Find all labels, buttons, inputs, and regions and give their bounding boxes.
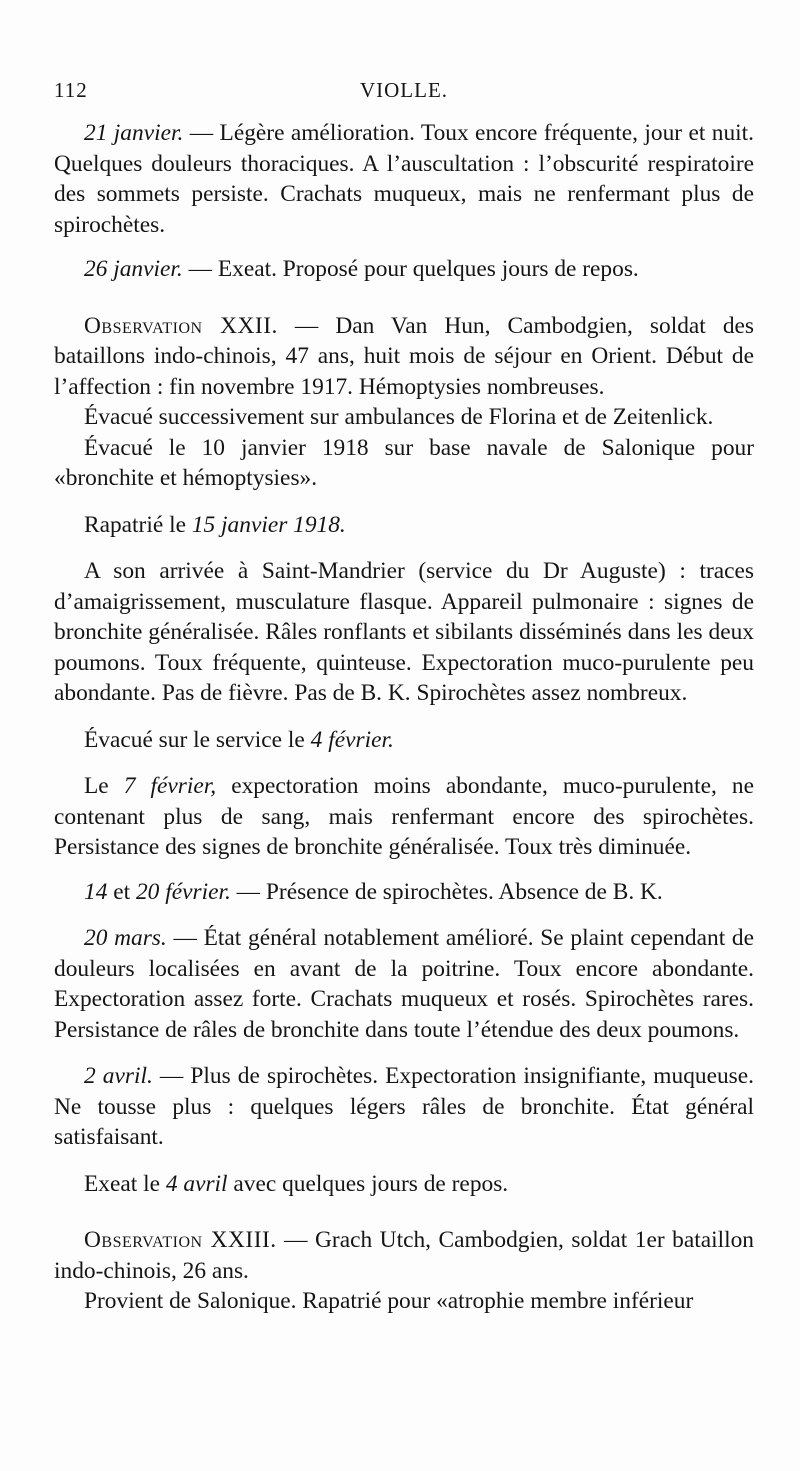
- date-label: 2 avril.: [84, 1063, 153, 1089]
- date-label: 4 avril: [165, 1170, 228, 1197]
- paragraph-text: — Plus de spirochètes. Expectoration insignifiante, muqueuse. Ne tousse plus : quelques légers râles de bronchite. État général satisfaisant.: [54, 1063, 754, 1150]
- paragraph-text: — État général notablement amélioré. Se plaint cependant de douleurs localisées en avant de la poitrine. Toux encore abondante. Expectoration assez forte. Crachats muqueux et rosés. Spirochètes rares. Persistance de râles de bronchite dans toute l’étendue des deux poumons.: [54, 925, 754, 1043]
- paragraph-text: — Présence de spirochètes. Absence de B. K.: [230, 878, 663, 905]
- paragraph-text: Évacué successivement sur ambulances de Florina et de Zeitenlick.: [84, 404, 714, 430]
- paragraph-lead: Rapatrié le: [84, 511, 192, 538]
- paragraph-text: — Exeat. Proposé pour quelques jours de repos.: [182, 256, 639, 282]
- paragraph-14-20-fevrier: [54, 877, 754, 908]
- date-label: 7 février,: [123, 773, 217, 799]
- paragraph-evacue-florina: [54, 402, 754, 433]
- paragraph-21-janvier: [54, 118, 754, 240]
- date-label-second: 20 février.: [135, 878, 231, 905]
- date-label: 4 février.: [310, 726, 394, 753]
- paragraph-provient-salonique: [54, 1286, 754, 1317]
- date-label: 14: [84, 878, 108, 905]
- observation-label: Observation XXIII.: [84, 1227, 277, 1253]
- paragraph-text: — Légère amélioration. Toux encore fréquente, jour et nuit. Quelques douleurs thoraciques. A l’auscultation : l’obscurité respiratoire des sommets persiste. Crachats muqueux, mais ne renfermant plus de spirochètes.: [54, 120, 754, 238]
- paragraph-text: Provient de Salonique. Rapatrié pour «atrophie membre inférieur: [84, 1288, 694, 1314]
- running-head: [54, 78, 754, 106]
- paragraph-lead: Évacué sur le service le: [84, 726, 311, 753]
- page-number: 112: [54, 78, 88, 102]
- paragraph-20-mars: [54, 923, 754, 1045]
- paragraph-text: — Grach Utch, Cambodgien, soldat 1er bataillon indo-chinois, 26 ans.: [54, 1227, 754, 1284]
- body-text: [54, 118, 754, 1317]
- paragraph-text: avec quelques jours de repos.: [227, 1170, 509, 1197]
- paragraph-text: expectoration moins abondante, muco-purulente, ne contenant plus de sang, mais renfermant encore des spirochètes. Persistance des signes de bronchite généralisée. Toux très diminuée.: [54, 773, 754, 860]
- paragraph-text: — Dan Van Hun, Cambodgien, soldat des bataillons indo-chinois, 47 ans, huit mois de séjour en Orient. Début de l’affection : fin novembre 1917. Hémoptysies nombreuses.: [54, 312, 754, 400]
- date-label: 20 mars.: [84, 925, 167, 951]
- paragraph-2-avril: [54, 1061, 754, 1153]
- paragraph-text: Évacué le 10 janvier 1918 sur base navale de Salonique pour «bronchite et hémoptysies».: [54, 434, 754, 491]
- paragraph-observation-xxii: [54, 311, 754, 403]
- paragraph-conjunction: et: [107, 878, 136, 905]
- paragraph-evacue-salonique: [54, 433, 754, 494]
- paragraph-exeat-4-avril: [54, 1169, 754, 1200]
- paragraph-7-fevrier: [54, 771, 754, 863]
- paragraph-lead: Exeat le: [84, 1170, 166, 1197]
- date-label: 21 janvier.: [84, 120, 184, 146]
- running-title: VIOLLE.: [359, 78, 449, 102]
- paragraph-lead: Le: [84, 773, 124, 799]
- paragraph-arrivee-saint-mandrier: [54, 556, 754, 709]
- paragraph-rapatrie: [54, 510, 754, 541]
- paragraph-text: A son arrivée à Saint-Mandrier (service du Dr Auguste) : traces d’amaigrissement, musculature flasque. Appareil pulmonaire : signes de bronchite généralisée. Râles ronflants et sibilants disséminés dans les deux poumons. Toux fréquente, quinteuse. Expectoration muco-purulente peu abondante. Pas de fièvre. Pas de B. K. Spirochètes assez nombreux.: [54, 558, 754, 706]
- paragraph-observation-xxiii: [54, 1225, 754, 1286]
- paragraph-26-janvier: [54, 254, 754, 285]
- date-label: 26 janvier.: [84, 256, 183, 282]
- date-label: 15 janvier 1918.: [191, 511, 346, 538]
- observation-label: Observation XXII.: [84, 312, 278, 339]
- paragraph-evacue-4-fevrier: [54, 725, 754, 756]
